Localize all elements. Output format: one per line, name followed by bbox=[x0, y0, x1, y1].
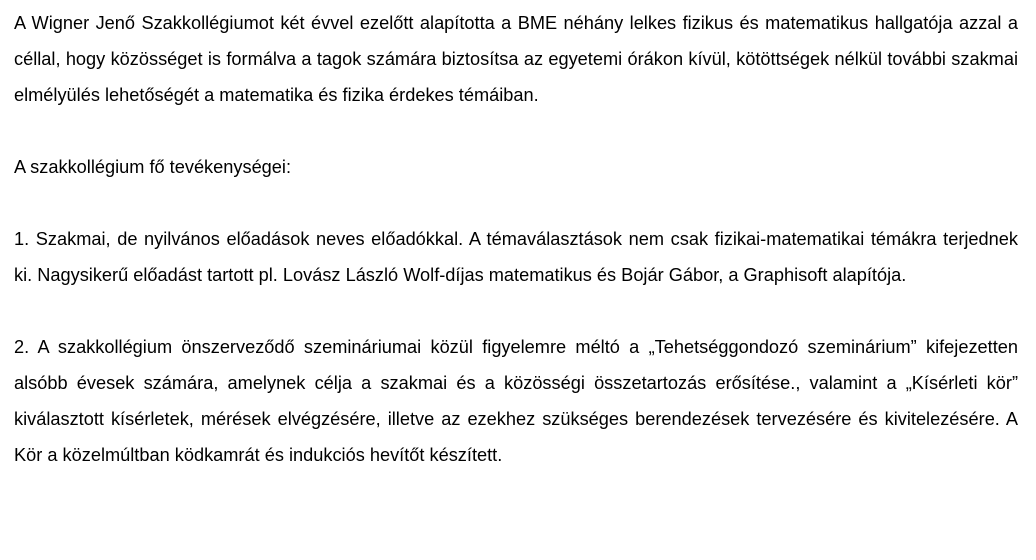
paragraph-spacer bbox=[14, 185, 1018, 221]
activity-item-1: 1. Szakmai, de nyilvános előadások neves előadókkal. A témaválasztások nem csak fizikai-matematikai témákra terjednek ki. Nagysikerű előadást tartott pl. Lovász László Wolf-díjas matematikus és Bojár Gábor, a Graphisoft alapítója. bbox=[14, 229, 1018, 285]
activities-heading: A szakkollégium fő tevékenységei: bbox=[14, 157, 292, 177]
paragraph-spacer bbox=[14, 113, 1018, 149]
intro-paragraph: A Wigner Jenő Szakkollégiumot két évvel ezelőtt alapította a BME néhány lelkes fizikus és matematikus hallgatója azzal a céllal, hogy közösséget is formálva a tagok számára biztosítsa az egyetemi órákon kívül, kötöttségek nélkül további szakmai elmélyülés lehetőségét a matematika és fizika érdekes témáiban. bbox=[14, 13, 1018, 105]
paragraph-spacer bbox=[14, 293, 1018, 329]
activity-item-2: 2. A szakkollégium önszerveződő szemináriumai közül figyelemre méltó a „Tehetséggondozó szeminárium” kifejezetten alsóbb évesek számára, amelynek célja a szakmai és a közösségi összetartozás erősítése., valamint a „Kísérleti kör” kiválasztott kísérletek, mérések elvégzésére, illetve az ezekhez szükséges berendezések tervezésére és kivitelezésére. A Kör a közelmúltban ködkamrát és indukciós hevítőt készített. bbox=[14, 337, 1018, 465]
